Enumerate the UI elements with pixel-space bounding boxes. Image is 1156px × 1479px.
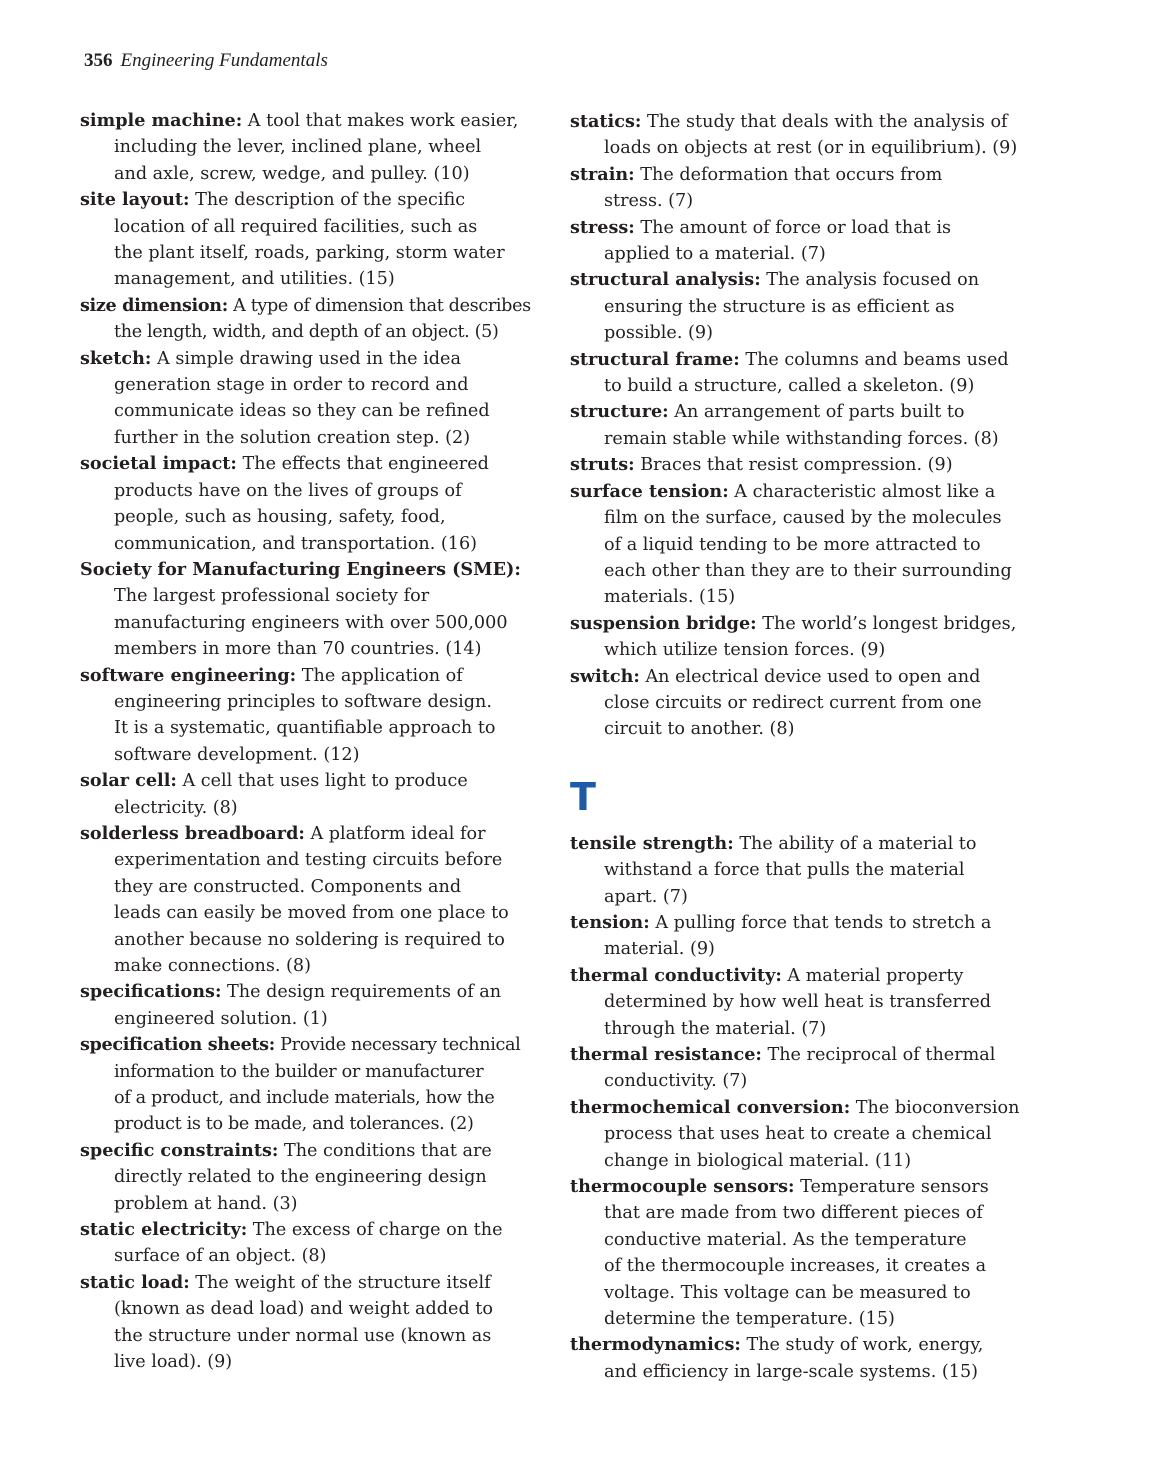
definition-line: An electrical device used to open and — [645, 666, 981, 687]
definition-line: The study that deals with the analysis of — [646, 112, 1008, 132]
definition-line: The columns and beams used — [745, 349, 1009, 370]
definition-line: The application of — [301, 665, 463, 686]
definition-line: The amount of force or load that is — [640, 217, 952, 238]
glossary-entry — [80, 1217, 535, 1270]
glossary-entry — [570, 1042, 1025, 1095]
glossary-term: specific constraints: — [80, 1139, 279, 1161]
definition-line: communicate ideas so they can be refined — [114, 401, 490, 422]
glossary-term: software engineering: — [80, 664, 297, 686]
glossary-term: static load: — [80, 1271, 190, 1293]
definition-line: A characteristic almost like a — [734, 481, 996, 502]
glossary-term: size dimension: — [80, 294, 228, 316]
definition-line: which utilize tension forces. (9) — [604, 640, 886, 661]
glossary-term: sketch: — [80, 347, 152, 369]
definition-line: The ability of a material to — [739, 833, 977, 854]
glossary-term: thermodynamics: — [570, 1334, 741, 1356]
definition-line: process that uses heat to create a chemical — [604, 1124, 992, 1145]
definition-line: An arrangement of parts built to — [674, 402, 965, 423]
definition-line: each other than they are to their surrounding — [604, 560, 1012, 581]
glossary-entry — [570, 347, 1025, 400]
glossary-term: structural analysis: — [570, 269, 761, 291]
definition-line: of a liquid tending to be more attracted to — [604, 534, 981, 555]
glossary-entry — [80, 979, 535, 1032]
glossary-entry — [80, 451, 535, 557]
definition-line: management, and utilities. (15) — [114, 269, 395, 290]
glossary-term: tensile strength: — [570, 832, 734, 854]
definition-line: withstand a force that pulls the material — [604, 860, 965, 881]
definition-line: including the lever, inclined plane, wheel — [114, 137, 482, 158]
glossary-entry — [80, 768, 535, 821]
glossary-entry — [80, 1032, 535, 1138]
glossary-entry — [80, 1270, 535, 1376]
definition-line: The largest professional society for — [114, 586, 430, 607]
glossary-term: structural frame: — [570, 348, 740, 370]
definition-line: engineering principles to software design. — [114, 691, 492, 712]
definition-line: of a product, and include materials, how the — [114, 1088, 495, 1109]
definition-line: members in more than 70 countries. (14) — [114, 639, 482, 660]
glossary-entry — [570, 215, 1025, 268]
definition-line: materials. (15) — [604, 587, 736, 608]
definition-line: problem at hand. (3) — [114, 1193, 298, 1214]
definition-line: determined by how well heat is transferred — [604, 992, 992, 1013]
definition-line: and efficiency in large-scale systems. (15) — [604, 1361, 979, 1382]
definition-line: conductivity. (7) — [604, 1071, 748, 1092]
glossary-t-entries — [570, 831, 1025, 1386]
definition-line: The deformation that occurs from — [640, 164, 943, 185]
definition-line: The bioconversion — [855, 1097, 1020, 1118]
definition-line: of the thermocouple increases, it creates a — [604, 1256, 987, 1277]
glossary-entry — [570, 162, 1025, 215]
definition-line: close circuits or redirect current from one — [604, 692, 982, 713]
definition-line: determine the temperature. (15) — [604, 1309, 895, 1330]
definition-line: circuit to another. (8) — [604, 719, 795, 740]
definition-line: experimentation and testing circuits before — [114, 850, 503, 871]
definition-line: to build a structure, called a skeleton. (9) — [604, 376, 975, 397]
glossary-entry — [570, 664, 1025, 743]
definition-line: The analysis focused on — [766, 270, 980, 291]
definition-line: apart. (7) — [604, 886, 688, 907]
glossary-term: Society for Manufacturing Engineers (SME): — [80, 558, 521, 580]
definition-line: The study of work, energy, — [746, 1335, 984, 1356]
definition-line: The design requirements of an — [227, 982, 502, 1003]
definition-line: loads on objects at rest (or in equilibrium). (9) — [604, 138, 1018, 159]
glossary-entry — [80, 187, 535, 293]
glossary-entry — [80, 1138, 535, 1217]
definition-line: remain stable while withstanding forces. (8) — [604, 428, 999, 449]
definition-line: information to the builder or manufacturer — [114, 1061, 484, 1082]
definition-line: products have on the lives of groups of — [114, 480, 462, 501]
glossary-entry — [80, 821, 535, 979]
glossary-column-left — [80, 108, 535, 1376]
definition-line: film on the surface, caused by the molecules — [604, 508, 1002, 529]
glossary-term: specification sheets: — [80, 1034, 275, 1056]
glossary-term: specifications: — [80, 981, 222, 1003]
definition-line: voltage. This voltage can be measured to — [604, 1282, 971, 1303]
glossary-entry — [80, 663, 535, 769]
glossary-term: site layout: — [80, 189, 190, 211]
definition-line: material. (9) — [604, 939, 715, 960]
glossary-term: thermochemical conversion: — [570, 1096, 851, 1118]
glossary-term: thermal resistance: — [570, 1044, 762, 1065]
definition-line: directly related to the engineering design — [114, 1167, 487, 1188]
glossary-term: tension: — [570, 911, 650, 933]
glossary-term: static electricity: — [80, 1219, 248, 1241]
definition-line: The weight of the structure itself — [195, 1272, 491, 1293]
glossary-entry — [80, 346, 535, 452]
definition-line: location of all required facilities, such as — [114, 216, 478, 237]
glossary-entry — [570, 479, 1025, 611]
definition-line: live load). (9) — [114, 1352, 233, 1373]
definition-line: A tool that makes work easier, — [247, 111, 519, 131]
glossary-entry — [570, 1174, 1025, 1332]
glossary-entry — [570, 267, 1025, 346]
definition-line: conductive material. As the temperature — [604, 1229, 967, 1250]
glossary-term: structure: — [570, 401, 669, 423]
definition-line: applied to a material. (7) — [604, 244, 826, 265]
definition-line: stress. (7) — [604, 191, 694, 212]
glossary-entry — [570, 611, 1025, 664]
definition-line: leads can easily be moved from one place to — [114, 903, 509, 924]
definition-line: make connections. (8) — [114, 956, 311, 976]
definition-line: The reciprocal of thermal — [767, 1045, 996, 1065]
definition-line: A type of dimension that describes — [233, 295, 531, 316]
glossary-term: thermal conductivity: — [570, 964, 782, 986]
glossary-term: statics: — [570, 111, 642, 132]
glossary-entry — [570, 1095, 1025, 1174]
definition-line: the structure under normal use (known as — [114, 1325, 492, 1346]
definition-line: The conditions that are — [283, 1140, 492, 1161]
definition-line: the plant itself, roads, parking, storm water — [114, 243, 505, 264]
definition-line: A simple drawing used in the idea — [157, 348, 461, 369]
glossary-entry — [570, 831, 1025, 910]
definition-line: the length, width, and depth of an object. (5) — [114, 322, 499, 343]
glossary-entry — [80, 108, 535, 187]
glossary-column-right — [570, 109, 1025, 1385]
definition-line: The excess of charge on the — [252, 1220, 503, 1241]
glossary-term: simple machine: — [80, 110, 243, 131]
glossary-s-entries — [570, 109, 1025, 743]
definition-line: another because no soldering is required to — [114, 929, 505, 950]
definition-line: further in the solution creation step. (2) — [114, 427, 471, 448]
definition-line: manufacturing engineers with over 500,000 — [114, 612, 508, 633]
glossary-term: societal impact: — [80, 453, 237, 475]
definition-line: A material property — [787, 965, 964, 986]
glossary-term: switch: — [570, 665, 640, 687]
definition-line: A cell that uses light to produce — [182, 771, 468, 792]
definition-line: product is to be made, and tolerances. (2) — [114, 1114, 474, 1135]
glossary-entry — [570, 399, 1025, 452]
definition-line: The description of the specific — [195, 190, 466, 211]
definition-line: electricity. (8) — [114, 797, 238, 818]
glossary-term: suspension bridge: — [570, 612, 757, 634]
definition-line: and axle, screw, wedge, and pulley. (10) — [114, 163, 470, 184]
definition-line: A pulling force that tends to stretch a — [655, 912, 992, 933]
glossary-term: solderless breadboard: — [80, 822, 305, 844]
glossary-entry — [570, 910, 1025, 963]
definition-line: Provide necessary technical — [280, 1035, 521, 1056]
running-header — [84, 48, 328, 74]
definition-line: engineered solution. (1) — [114, 1008, 328, 1029]
definition-line: It is a systematic, quantifiable approach to — [114, 718, 496, 739]
definition-line: Braces that resist compression. (9) — [640, 455, 953, 476]
page-number: 356 — [84, 50, 113, 71]
definition-line: The effects that engineered — [242, 454, 489, 475]
definition-line: possible. (9) — [604, 323, 713, 344]
definition-line: ensuring the structure is as efficient as — [604, 296, 955, 317]
glossary-entry — [570, 452, 1025, 478]
glossary-entry — [570, 963, 1025, 1042]
definition-line: generation stage in order to record and — [114, 375, 469, 396]
section-letter-heading: T — [570, 774, 596, 819]
definition-line: surface of an object. (8) — [114, 1246, 327, 1267]
definition-line: through the material. (7) — [604, 1018, 827, 1039]
definition-line: (known as dead load) and weight added to — [114, 1299, 493, 1320]
glossary-term: stress: — [570, 216, 635, 238]
glossary-entry — [570, 1332, 1025, 1385]
glossary-entry — [570, 109, 1025, 162]
definition-line: Temperature sensors — [800, 1177, 989, 1198]
definition-line: The world’s longest bridges, — [762, 613, 1017, 634]
definition-line: that are made from two different pieces of — [604, 1203, 983, 1224]
glossary-term: struts: — [570, 454, 635, 476]
definition-line: change in biological material. (11) — [604, 1150, 912, 1171]
glossary-term: strain: — [570, 163, 635, 185]
glossary-entry — [80, 293, 535, 346]
glossary-term: solar cell: — [80, 770, 177, 792]
definition-line: communication, and transportation. (16) — [114, 533, 477, 554]
definition-line: people, such as housing, safety, food, — [114, 507, 446, 528]
glossary-term: surface tension: — [570, 480, 729, 502]
book-title: Engineering Fundamentals — [120, 50, 328, 71]
definition-line: software development. (12) — [114, 744, 360, 765]
glossary-term: thermocouple sensors: — [570, 1176, 795, 1198]
definition-line: they are constructed. Components and — [114, 876, 462, 897]
glossary-entry — [80, 557, 535, 663]
definition-line: A platform ideal for — [310, 823, 486, 844]
